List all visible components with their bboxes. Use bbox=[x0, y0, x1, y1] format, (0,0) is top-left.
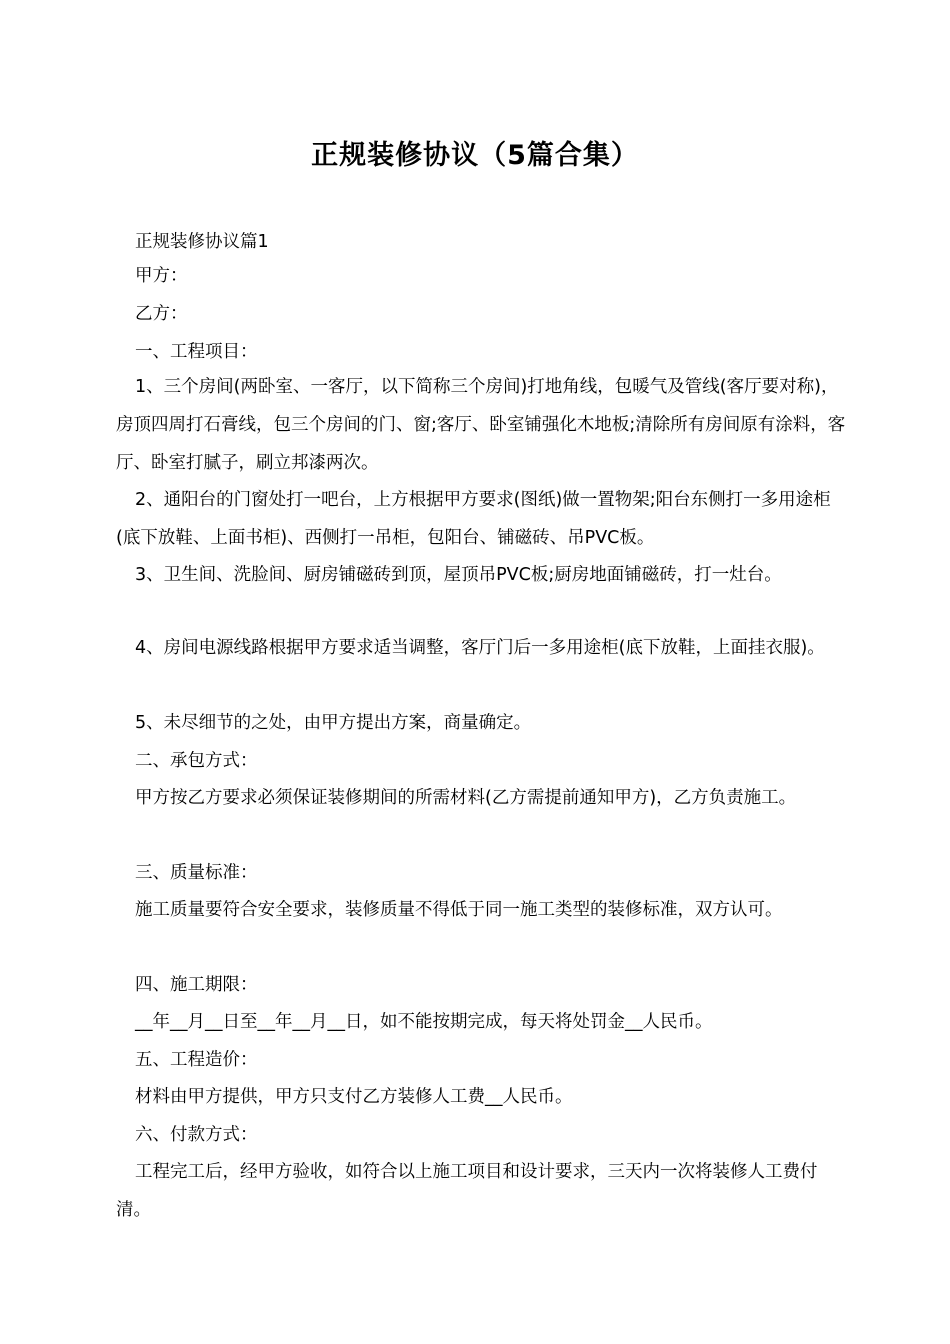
clause-item-1: 1、三个房间(两卧室、一客厅，以下简称三个房间)打地角线，包暖气及管线(客厅要对称)，房顶四周打石膏线，包三个房间的门、窗;客厅、卧室铺强化木地板;清除所有房间原有涂料，客厅、卧室打腻子，刷立邦漆两次。 bbox=[116, 377, 846, 473]
heading-payment: 六、付款方式： bbox=[135, 1125, 258, 1145]
clause-item-3: 3、卫生间、洗脸间、厨房铺磁砖到顶，屋顶吊PVC板;厨房地面铺磁砖，打一灶台。 bbox=[135, 565, 782, 585]
clause-item-5: 5、未尽细节的之处，由甲方提出方案，商量确定。 bbox=[135, 713, 532, 733]
clause-item-4: 4、房间电源线路根据甲方要求适当调整，客厅门后一多用途柜(底下放鞋，上面挂衣服)。 bbox=[135, 638, 825, 658]
contract-method-text: 甲方按乙方要求必须保证装修期间的所需材料(乙方需提前通知甲方)，乙方负责施工。 bbox=[135, 788, 797, 808]
payment-text: 工程完工后，经甲方验收，如符合以上施工项目和设计要求，三天内一次将装修人工费付清。 bbox=[116, 1162, 818, 1220]
party-b-label: 乙方： bbox=[135, 304, 188, 324]
document-title: 正规装修协议（5篇合集） bbox=[311, 140, 639, 171]
heading-project: 一、工程项目： bbox=[135, 342, 258, 362]
heading-contract-method: 二、承包方式： bbox=[135, 751, 258, 771]
cost-text: 材料由甲方提供，甲方只支付乙方装修人工费__人民币。 bbox=[135, 1087, 573, 1107]
heading-schedule: 四、施工期限： bbox=[135, 975, 258, 995]
clause-item-2: 2、通阳台的门窗处打一吧台，上方根据甲方要求(图纸)做一置物架;阳台东侧打一多用途柜(底下放鞋、上面书柜)、西侧打一吊柜，包阳台、铺磁砖、吊PVC板。 bbox=[116, 490, 831, 548]
party-a-label: 甲方： bbox=[135, 266, 188, 286]
schedule-text: __年__月__日至__年__月__日，如不能按期完成，每天将处罚金__人民币。 bbox=[135, 1012, 713, 1032]
section-heading-part1: 正规装修协议篇1 bbox=[135, 232, 269, 252]
heading-quality: 三、质量标准： bbox=[135, 863, 258, 883]
quality-text: 施工质量要符合安全要求，装修质量不得低于同一施工类型的装修标准，双方认可。 bbox=[135, 900, 783, 920]
heading-cost: 五、工程造价： bbox=[135, 1050, 258, 1070]
